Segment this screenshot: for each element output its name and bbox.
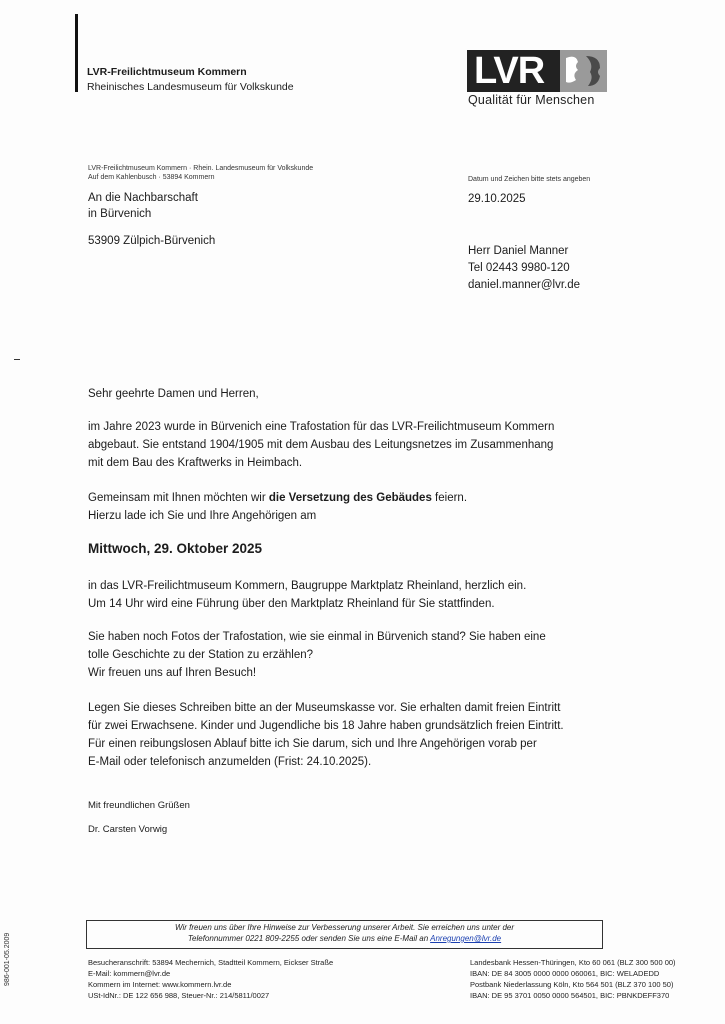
paragraph-4 — [88, 628, 648, 682]
paragraph-3 — [88, 577, 648, 613]
paragraph-1 — [88, 418, 648, 472]
paragraph-2-emphasis: die Versetzung des Gebäudes — [268, 492, 432, 504]
footer-iban-1: IBAN: DE 84 3005 0000 0000 060061, BIC: WELADEDD — [470, 969, 660, 978]
paragraph-4-line-3: Wir freuen uns auf Ihren Besuch! — [88, 667, 257, 679]
paragraph-2-line-1 — [88, 489, 648, 507]
paragraph-3-line-2: Um 14 Uhr wird eine Führung über den Marktplatz Rheinland für Sie stattfinden. — [88, 598, 495, 610]
logo-text: LVR — [474, 50, 545, 92]
footer-bank-1: Landesbank Hessen-Thüringen, Kto 60 061 (BLZ 300 500 00) — [470, 958, 676, 967]
paragraph-1-line-2: abgebaut. Sie entstand 1904/1905 mit dem Ausbau des Leitungsnetzes im Zusammenhang — [88, 439, 554, 451]
notice-line-1: Wir freuen uns über Ihre Hinweise zur Verbesserung unserer Arbeit. Sie erreichen uns unter der — [174, 923, 515, 932]
paragraph-2-pre: Gemeinsam mit Ihnen möchten wir — [88, 492, 269, 504]
paragraph-5 — [88, 699, 648, 771]
paragraph-4-line-2: tolle Geschichte zu der Station zu erzählen? — [88, 649, 314, 661]
contact-email: daniel.manner@lvr.de — [468, 279, 581, 291]
notice-line-2 — [86, 934, 603, 943]
recipient-city: 53909 Zülpich-Bürvenich — [88, 235, 216, 247]
paragraph-3-line-1: in das LVR-Freilichtmuseum Kommern, Baugruppe Marktplatz Rheinland, herzlich ein. — [88, 580, 527, 592]
closing: Mit freundlichen Grüßen — [88, 800, 190, 811]
event-date-headline: Mittwoch, 29. Oktober 2025 — [88, 541, 263, 556]
footer-iban-2: IBAN: DE 95 3701 0050 0000 564501, BIC: PBNKDEFF370 — [470, 991, 670, 1000]
paragraph-1-line-1: im Jahre 2023 wurde in Bürvenich eine Trafostation für das LVR-Freilichtmuseum Kommern — [88, 421, 555, 433]
footer-website: Kommern im Internet: www.kommern.lvr.de — [88, 980, 232, 989]
paragraph-5-line-3: Für einen reibungslosen Ablauf bitte ich Sie darum, sich und Ihre Angehörigen vorab per — [88, 738, 537, 750]
paragraph-4-line-1: Sie haben noch Fotos der Trafostation, wie sie einmal in Bürvenich stand? Sie haben eine — [88, 631, 546, 643]
paragraph-2-line-2: Hierzu lade ich Sie und Ihre Angehörigen am — [88, 510, 317, 522]
faces-logo-icon — [560, 50, 607, 92]
org-name: LVR-Freilichtmuseum Kommern — [87, 66, 247, 78]
footer-bank-2: Postbank Niederlassung Köln, Kto 564 501 (BLZ 370 100 50) — [470, 980, 674, 989]
reference-hint: Datum und Zeichen bitte stets angeben — [468, 176, 591, 183]
sender-line-2: Auf dem Kahlenbusch · 53894 Kommern — [88, 174, 215, 181]
paragraph-5-line-2: für zwei Erwachsene. Kinder und Jugendliche bis 18 Jahre haben grundsätzlich freien Eintritt. — [88, 720, 564, 732]
paragraph-5-line-4: E-Mail oder telefonisch anzumelden (Frist: 24.10.2025). — [88, 756, 372, 768]
paragraph-5-line-1: Legen Sie dieses Schreiben bitte an der Museumskasse vor. Sie erhalten damit freien Eintritt — [88, 702, 561, 714]
contact-name: Herr Daniel Manner — [468, 245, 569, 257]
feedback-email-link[interactable]: Anregungen@lvr.de — [430, 934, 502, 943]
letterhead-rule — [75, 14, 78, 92]
paragraph-1-line-3: mit dem Bau des Kraftwerks in Heimbach. — [88, 457, 303, 469]
signature-name: Dr. Carsten Vorwig — [88, 824, 168, 835]
letter-date: 29.10.2025 — [468, 193, 526, 205]
footer-email: E-Mail: kommern@lvr.de — [88, 969, 171, 978]
org-subtitle: Rheinisches Landesmuseum für Volkskunde — [87, 81, 294, 93]
paragraph-2-post: feiern. — [431, 492, 468, 504]
footer-address: Besucheranschrift: 53894 Mechernich, Stadtteil Kommern, Eickser Straße — [88, 958, 334, 967]
contact-phone: Tel 02443 9980-120 — [468, 262, 570, 274]
notice-line-2-text: Telefonnummer 0221 809-2255 oder senden Sie uns eine E-Mail an — [187, 934, 431, 943]
form-code: 986-001-05.2009 — [4, 932, 11, 986]
logo-tagline: Qualität für Menschen — [468, 93, 595, 107]
fold-mark — [14, 359, 20, 360]
salutation: Sehr geehrte Damen und Herren, — [88, 388, 259, 400]
paragraph-2 — [88, 489, 648, 525]
sender-line-1: LVR-Freilichtmuseum Kommern · Rhein. Landesmuseum für Volkskunde — [88, 165, 314, 172]
recipient-line-2: in Bürvenich — [88, 208, 152, 220]
footer-tax: USt-IdNr.: DE 122 656 988, Steuer-Nr.: 214/5811/0027 — [88, 991, 270, 1000]
recipient-line-1: An die Nachbarschaft — [88, 192, 198, 204]
